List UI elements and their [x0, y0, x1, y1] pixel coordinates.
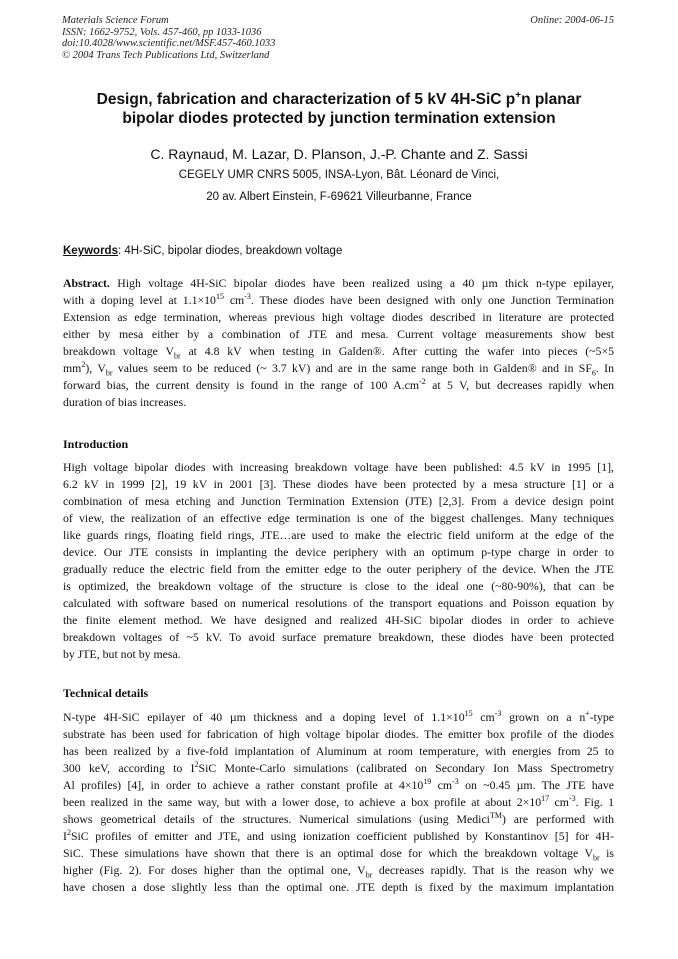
abstract-line: High voltage 4H-SiC bipolar diodes have been realized using a 40 µm thick n-type epilayer,: [109, 276, 614, 290]
keywords: [63, 245, 342, 257]
subscript: 6: [591, 368, 596, 377]
tech-line: cm: [472, 710, 495, 724]
intro-line: gradually reduce the electric field from the emitter edge to the outer periphery of the device. When the JTE: [63, 562, 614, 576]
tech-line: has been realized by a five-fold implantation of Aluminum at room temperature, with energies from 25 to: [63, 744, 614, 758]
tech-line: ) are performed with: [501, 812, 614, 826]
title-line-1: Design, fabrication and characterization of 5 kV 4H-SiC p: [96, 91, 516, 108]
abstract-line: breakdown voltage V: [63, 344, 174, 358]
subscript: br: [365, 870, 373, 879]
intro-line: device. Our JTE consists in implanting the device periphery with an optimum p-type charge in order to: [63, 545, 614, 559]
superscript: +: [585, 709, 590, 719]
tech-line: on ~0.45 µm. The JTE have: [458, 778, 614, 792]
technical-heading: Technical details: [63, 686, 149, 700]
superscript: -3: [568, 794, 576, 804]
tech-line: is: [599, 846, 614, 860]
tech-line: SiC Monte-Carlo simulations (calibrated on Secondary Ion Mass Spectrometry: [198, 761, 614, 775]
affiliation-line-1: CEGELY UMR CNRS 5005, INSA-Lyon, Bât. Léonard de Vinci,: [178, 169, 500, 181]
intro-line: like guards rings, floating field rings, JTE…are used to make the electric field uniform at the edge of the: [63, 528, 614, 542]
title-sup: +: [515, 89, 522, 101]
abstract-line: . In: [595, 361, 614, 375]
intro-line: calculated with software based on numerical resolutions of the transport equations and Poisson equation by: [63, 596, 614, 610]
introduction-heading: Introduction: [63, 437, 129, 451]
abstract-line: at 4.8 kV when testing in Galden®. After cutting the wafer into pieces (~5×5: [180, 344, 614, 358]
intro-line: breakdown voltages of ~5 kV. To avoid surface premature breakdown, these diodes have been protected: [63, 630, 614, 644]
superscript: -2: [419, 377, 426, 387]
subscript: br: [592, 853, 600, 862]
superscript: 2: [81, 360, 86, 370]
issn-line: ISSN: 1662-9752, Vols. 457-460, pp 1033-1036: [62, 26, 262, 38]
intro-line: is optimized, the breakdown voltage of the structure is close to the ideal one (~80-90%), that can be: [63, 579, 614, 593]
title-line-2: bipolar diodes protected by junction termination extension: [122, 110, 556, 127]
intro-line: by JTE, but not by mesa.: [63, 647, 181, 661]
affiliation-line-2: 20 av. Albert Einstein, F-69621 Villeurbanne, France: [206, 191, 472, 203]
subscript: br: [174, 351, 181, 360]
tech-line: SiC profiles of emitter and JTE, and using ionization coefficient published by Konstantinov [5] for 4H-: [70, 829, 614, 843]
superscript: 15: [215, 292, 224, 302]
superscript: -3: [244, 292, 251, 302]
technical-body: [63, 709, 614, 896]
intro-line: the finite element method. We have designed and realized 4H-SiC bipolar diodes in order to achieve: [63, 613, 614, 627]
tech-line: Al profiles) [4], in order to achieve a rather constant profile at 4×10: [63, 778, 424, 792]
superscript: TM: [489, 811, 502, 821]
superscript: -3: [452, 777, 459, 787]
journal-name: Materials Science Forum: [62, 15, 169, 26]
online-date: Online: 2004-06-15: [530, 15, 614, 26]
abstract-line: Extension as edge termination, whereas previous high voltage diodes described in literature are protected: [63, 310, 614, 324]
copyright-line: © 2004 Trans Tech Publications Ltd, Switzerland: [62, 49, 270, 61]
abstract-line: ), V: [85, 361, 106, 375]
superscript: 17: [541, 794, 550, 804]
tech-line: 300 keV, according to I: [63, 761, 195, 775]
intro-line: combination of mesa etching and Junction Termination Extension (JTE) [2,3]. From a device design point: [63, 494, 614, 508]
abstract-line: either by mesa either by a combination of JTE and mesa. Current voltage measurements show best: [63, 327, 614, 341]
journal-header: [62, 15, 275, 61]
tech-line: substrate has been used for fabrication of high voltage bipolar diodes. The emitter box profile of the diodes: [63, 727, 614, 741]
introduction-body: [63, 459, 614, 663]
intro-line: of view, the realization of an effective edge termination is one of the biggest challenges. Many techniques: [63, 511, 614, 525]
abstract-line: cm: [223, 293, 245, 307]
tech-line: SiC. These simulations have shown that there is an optimal dose for which the breakdown voltage V: [63, 846, 593, 860]
abstract-line: with a doping level at 1.1×10: [63, 293, 216, 307]
superscript: 2: [194, 760, 199, 770]
abstract-line: duration of bias increases.: [63, 395, 187, 409]
tech-line: have chosen a dose slightly less than the optimal one. JTE depth is fixed by the maximum implantation: [63, 880, 614, 894]
intro-line: 6.2 kV in 1999 [2], 19 kV in 2001 [3]. These diodes have been protected by a mesa structure [1] or a: [63, 477, 614, 491]
abstract-label: Abstract.: [63, 276, 110, 290]
tech-line: grown on a n: [501, 710, 586, 724]
abstract-line: mm: [63, 361, 82, 375]
keywords-label: Keywords: [63, 245, 118, 257]
keywords-text: : 4H-SiC, bipolar diodes, breakdown voltage: [117, 245, 343, 257]
tech-line: shows geometrical details of the structures. Numerical simulations (using Medici: [63, 812, 490, 826]
title-line-1-end: n planar: [521, 91, 582, 108]
doi-line: doi:10.4028/www.scientific.net/MSF.457-460.1033: [62, 38, 276, 49]
tech-line: N-type 4H-SiC epilayer of 40 µm thickness and a doping level of 1.1×10: [63, 710, 465, 724]
authors: C. Raynaud, M. Lazar, D. Planson, J.-P. Chante and Z. Sassi: [150, 146, 528, 162]
superscript: -3: [494, 709, 502, 719]
abstract-line: . These diodes have been designed with only one Junction Termination: [250, 293, 614, 307]
abstract-line: forward bias, the current density is found in the range of 100 A.cm: [63, 378, 420, 392]
tech-line: . Fig. 1: [575, 795, 614, 809]
tech-line: cm: [431, 778, 453, 792]
abstract-line: at 5 V, but decreases rapidly when: [425, 378, 614, 392]
superscript: 2: [66, 828, 71, 838]
superscript: 15: [464, 709, 473, 719]
abstract-line: values seem to be reduced (~ 3.7 kV) and are in the same range both in Galden® and in SF: [112, 361, 592, 375]
tech-line: cm: [549, 795, 569, 809]
abstract: [63, 275, 614, 411]
tech-line: -type: [589, 710, 614, 724]
intro-line: High voltage bipolar diodes with increasing breakdown voltage have been published: 4.5 kV in 1995 [1],: [63, 460, 614, 474]
tech-line: decreases rapidly. That is the reason why we: [372, 863, 614, 877]
subscript: br: [105, 368, 113, 377]
tech-line: higher (Fig. 2). For doses higher than the optimal one, V: [63, 863, 366, 877]
superscript: 19: [423, 777, 432, 787]
tech-line: been realized in the same way, but with a lower dose, to achieve a box profile at about 2×10: [63, 795, 542, 809]
paper-title: [40, 90, 638, 128]
tech-line: I: [63, 829, 67, 843]
